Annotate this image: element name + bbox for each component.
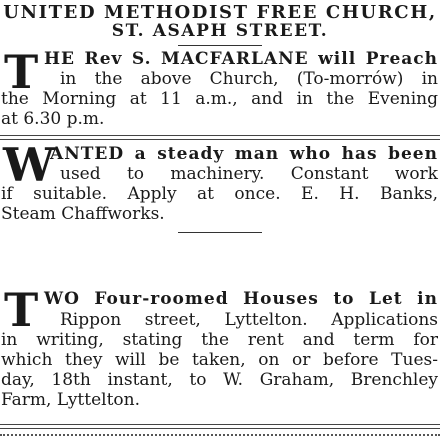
notice-line: in writing, stating the rent and term for — [1, 330, 438, 350]
bottom-rule — [0, 434, 440, 436]
notice-line: in the above Church, (To-morrów) in — [60, 69, 438, 89]
notice-line: HE Rev S. MACFARLANE will Preach — [44, 49, 438, 69]
short-rule — [178, 45, 262, 46]
notice-line: at 6.30 p.m. — [1, 109, 105, 129]
drop-cap: T — [4, 283, 39, 337]
drop-cap: W — [3, 138, 55, 192]
church-subheading: ST. ASAPH STREET. — [111, 21, 329, 41]
notice-line: the Morning at 11 a.m., and in the Evening — [1, 89, 438, 109]
notice-line: WO Four-roomed Houses to Let in — [44, 289, 438, 309]
church-heading: UNITED METHODIST FREE CHURCH, — [3, 2, 437, 23]
divider — [0, 424, 440, 429]
notice-line: ANTED a steady man who has been — [50, 144, 438, 164]
notice-line: day, 18th instant, to W. Graham, Brenchley — [1, 370, 438, 390]
short-rule — [178, 232, 262, 233]
notice-line: if suitable. Apply at once. E. H. Banks, — [1, 184, 438, 204]
notice-line: Farm, Lyttelton. — [1, 390, 141, 410]
divider — [0, 135, 440, 140]
notice-line: which they will be taken, on or before Tues- — [1, 350, 438, 370]
notice-line: used to machinery. Constant work — [60, 164, 438, 184]
notice-line: Rippon street, Lyttelton. Applications — [60, 310, 438, 330]
drop-cap: T — [4, 45, 39, 99]
notice-line: Steam Chaffworks. — [1, 204, 165, 224]
